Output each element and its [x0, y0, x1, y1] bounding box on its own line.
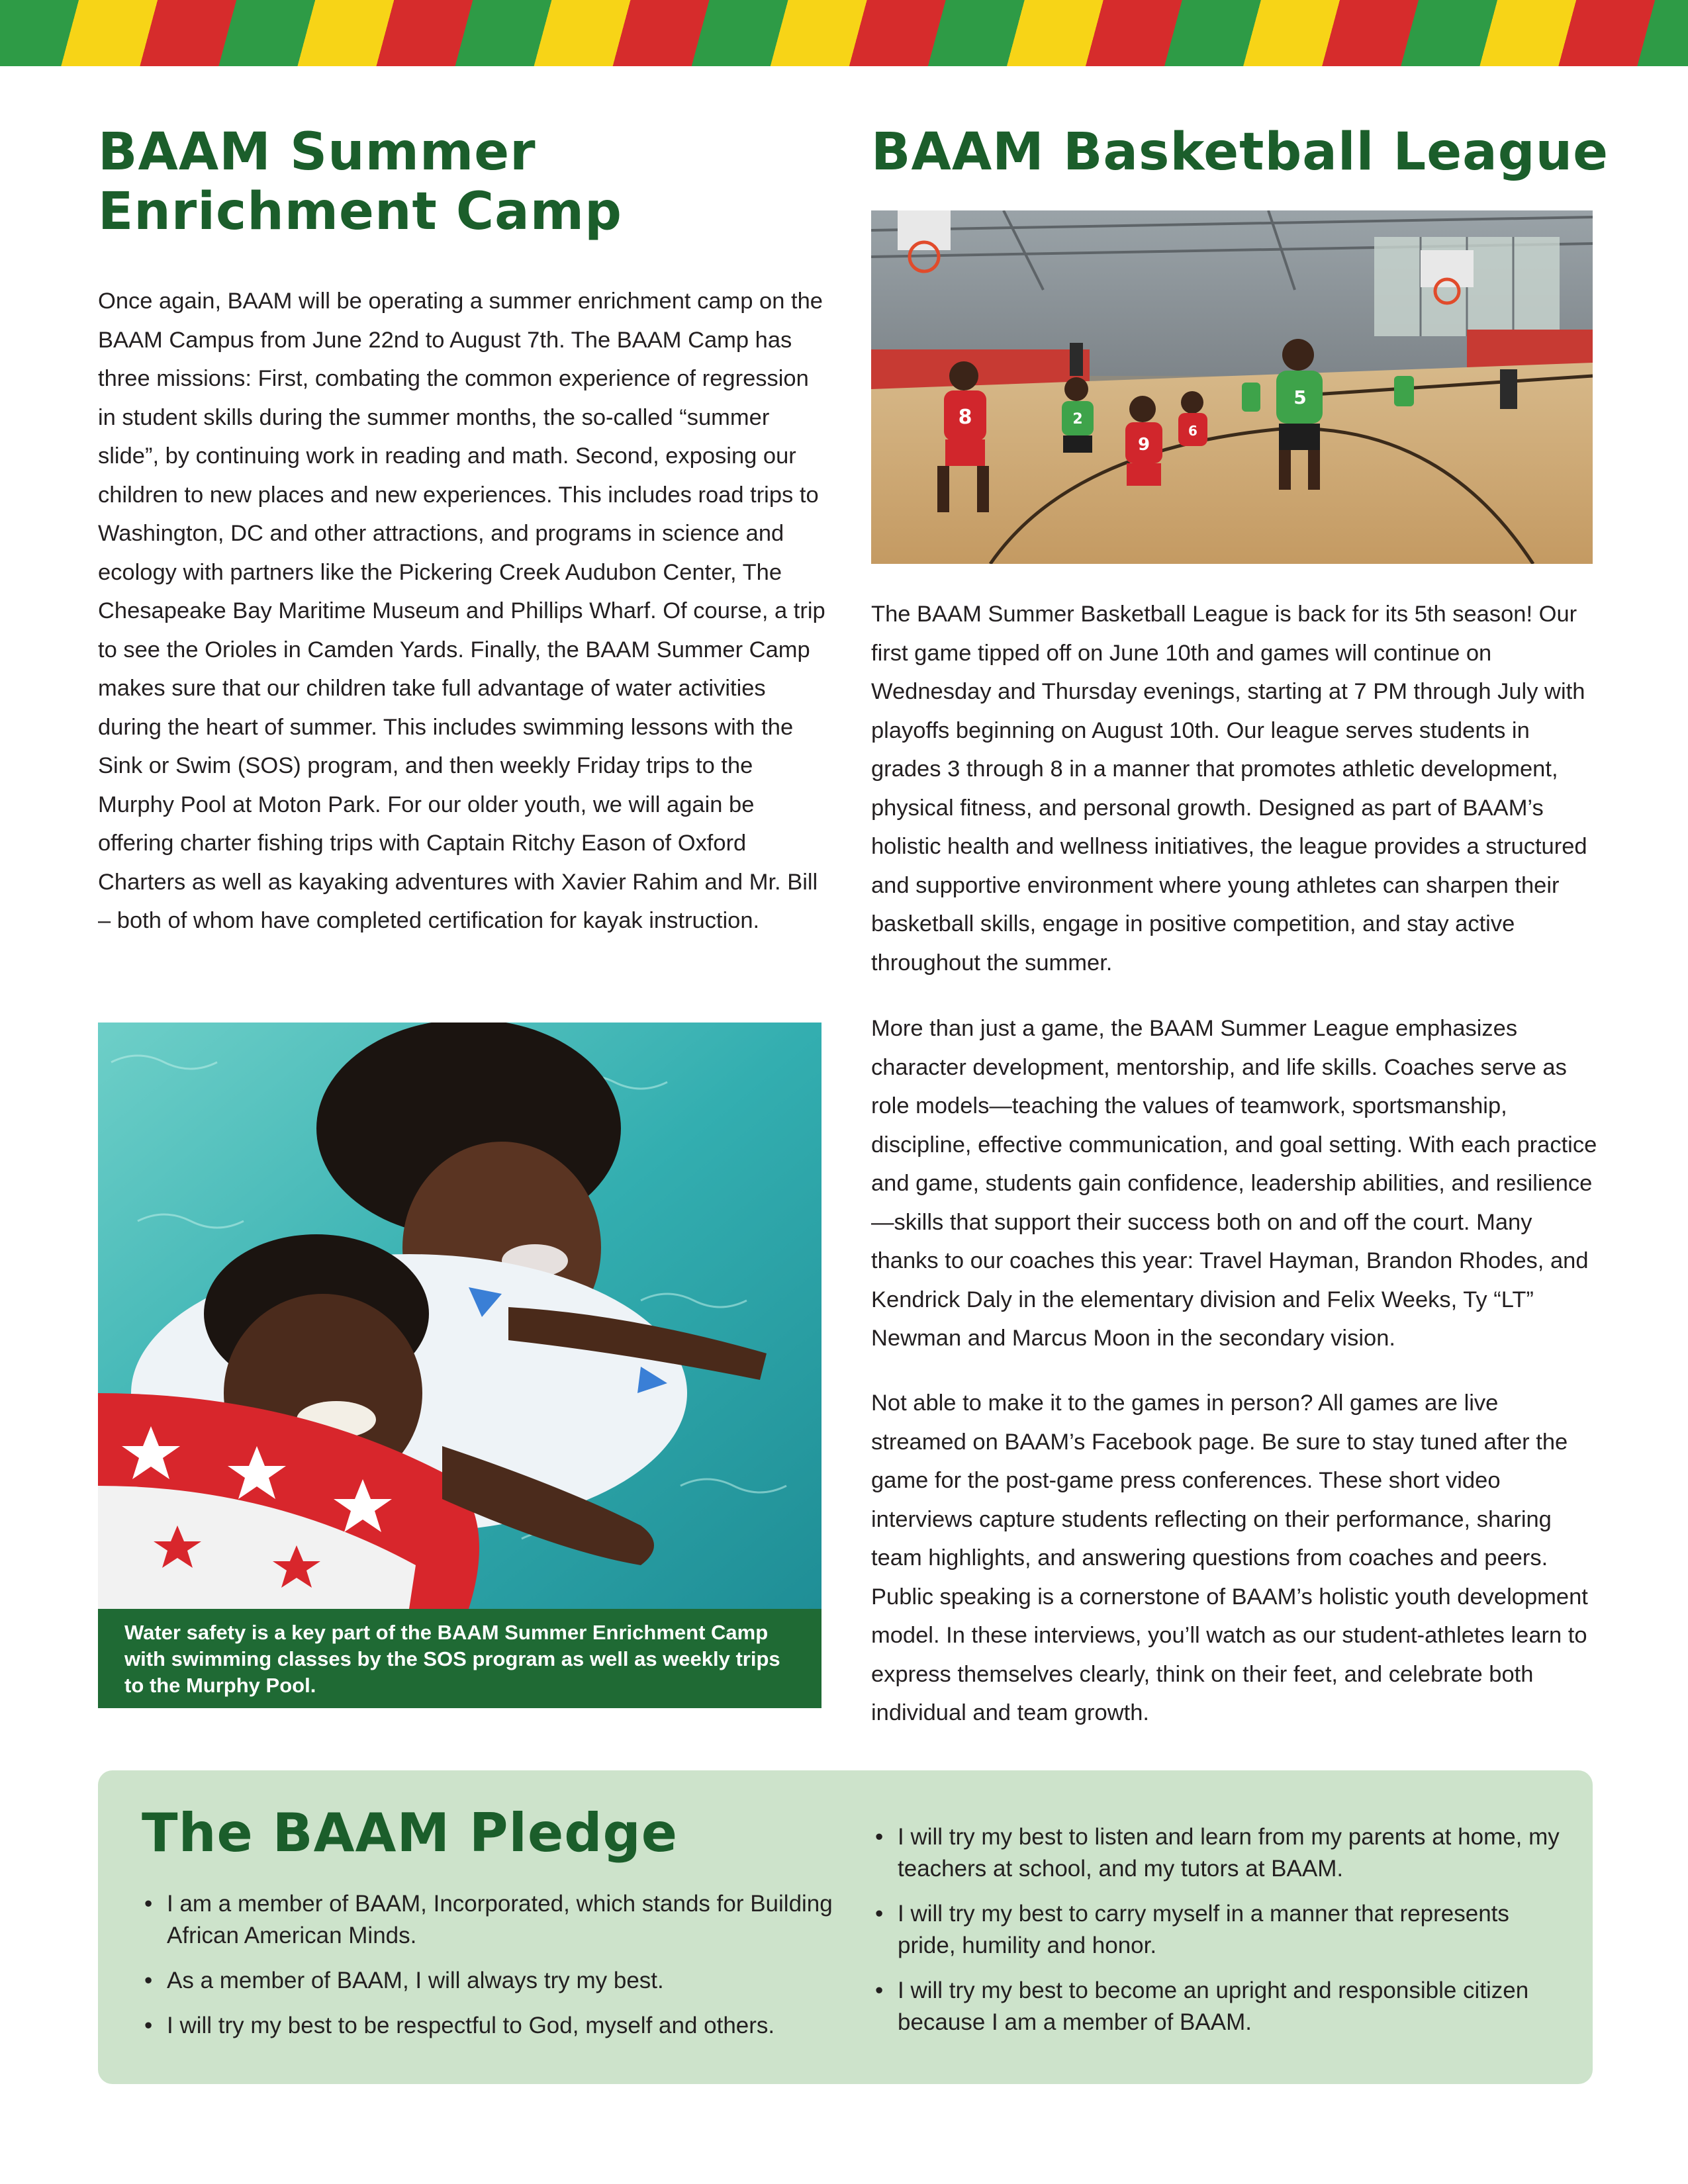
basketball-photo-illustration	[871, 210, 1593, 564]
camp-body-text: Once again, BAAM will be operating a summer enrichment camp on the BAAM Campus from June 22nd to August 7th. The BAAM Camp has three missions: First, combating the common experience of regression in student skills during the summer months, the so-called “summer slide”, by continuing work in reading and math. Second, exposing our children to new places and new experiences. This includes road trips to Washington, DC and other attractions, and programs in science and ecology with partners like the Pickering Creek Audubon Center, The Chesapeake Bay Maritime Museum and Phillips Wharf. Of course, a trip to see the Orioles in Camden Yards. Finally, the BAAM Summer Camp makes sure that our children take full advantage of water activities during the heart of summer. This includes swimming lessons with the Sink or Swim (SOS) program, and then weekly Friday trips to the Murphy Pool at Moton Park. For our older youth, we will again be offering charter fishing trips with Captain Ritchy Eason of Oxford Charters as well as kayaking adventures with Xavier Rahim and Mr. Bill – both of whom have completed certification for kayak instruction.	[98, 289, 825, 933]
pool-caption-text: Water safety is a key part of the BAAM Summer Enrichment Camp with swimming classes by the SOS program as well as weekly trips to the Murphy Pool.	[124, 1621, 780, 1697]
decorative-stripe-banner	[0, 0, 1688, 66]
jersey-number-6: 6	[1188, 423, 1197, 439]
pledge-heading: The BAAM Pledge	[142, 1802, 678, 1864]
camp-heading: BAAM Summer Enrichment Camp	[98, 122, 622, 242]
league-paragraph-2: More than just a game, the BAAM Summer League emphasizes character development, mentorship, and life skills. Coaches serve as role models—teaching the values of teamwork, sportsmanship, discipline, effective communication, and goal setting. With each practice and game, students gain confidence, leadership abilities, and resilience—skills that support their success both on and off the court. Many thanks to our coaches this year: Travel Hayman, Brandon Rhodes, and Kendrick Daly in the elementary division and Felix Weeks, Ty “LT” Newman and Marcus Moon in the secondary vision.	[871, 1016, 1597, 1351]
league-paragraph-1: The BAAM Summer Basketball League is back for its 5th season! Our first game tipped off on June 10th and games will continue on Wednesday and Thursday evenings, starting at 7 PM through July with playoffs beginning on August 10th. Our league serves students in grades 3 through 8 in a manner that promotes athletic development, physical fitness, and personal growth. Designed as part of BAAM’s holistic health and wellness initiatives, the league provides a structured and supportive environment where young athletes can sharpen their basketball skills, engage in positive competition, and stay active throughout the summer.	[871, 602, 1587, 976]
jersey-number-8: 8	[958, 406, 972, 429]
jersey-number-9: 9	[1137, 435, 1150, 455]
pledge-item: • I will try my best to listen and learn from my parents at home, my teachers at school, and my tutors at BAAM.	[872, 1821, 1568, 1885]
pledge-item: • I will try my best to be respectful to God, myself and others.	[142, 2010, 837, 2042]
pledge-item: • As a member of BAAM, I will always try my best.	[142, 1965, 837, 1997]
pool-photo-illustration	[98, 1023, 821, 1609]
jersey-number-2: 2	[1072, 411, 1083, 428]
pledge-item: • I will try my best to become an upright and responsible citizen because I am a member of BAAM.	[872, 1975, 1568, 2038]
pledge-list-left	[142, 1888, 837, 2055]
league-heading: BAAM Basketball League	[871, 122, 1609, 182]
pool-photo	[98, 1023, 821, 1609]
basketball-photo	[871, 210, 1593, 564]
league-paragraph-3: Not able to make it to the games in person? All games are live streamed on BAAM’s Facebook page. Be sure to stay tuned after the game for the post-game press conferences. These short video interviews capture students reflecting on their performance, sharing team highlights, and answering questions from coaches and peers. Public speaking is a cornerstone of BAAM’s holistic youth development model. In these interviews, you’ll watch as our student-athletes learn to express themselves clearly, think on their feet, and celebrate both individual and team growth.	[871, 1390, 1588, 1725]
pool-photo-caption	[98, 1609, 821, 1708]
pledge-item: • I will try my best to carry myself in a manner that represents pride, humility and honor.	[872, 1898, 1568, 1962]
pledge-list-right	[872, 1821, 1568, 2052]
pledge-item: • I am a member of BAAM, Incorporated, which stands for Building African American Minds.	[142, 1888, 837, 1952]
jersey-number-5: 5	[1293, 387, 1307, 408]
